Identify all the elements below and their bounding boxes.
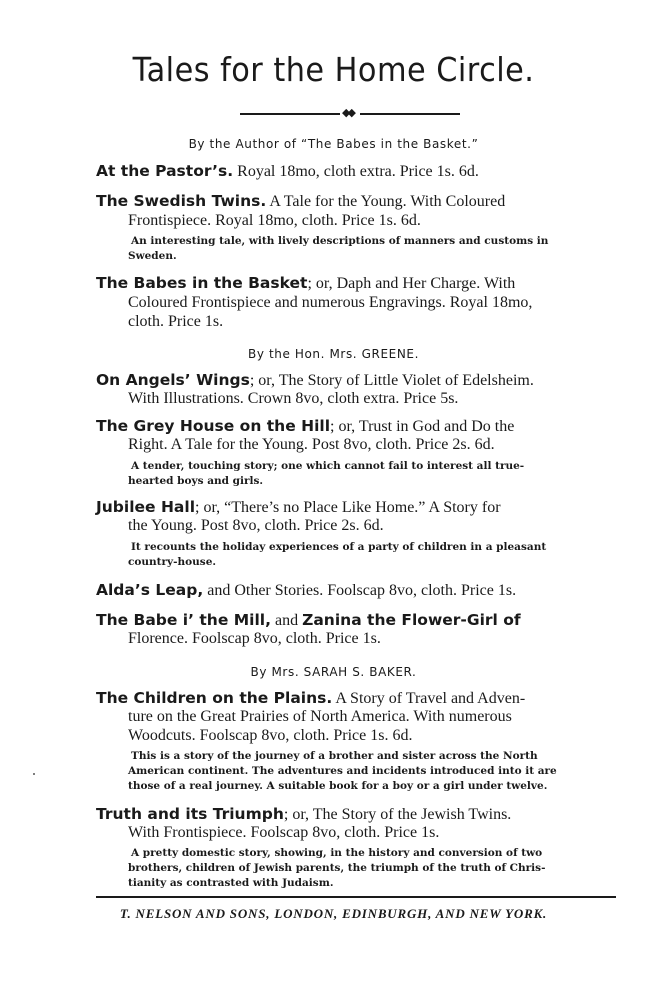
entry-details: ; or, Daph and Her Charge. With (307, 275, 516, 292)
footer-divider (96, 896, 616, 898)
entry-details: and Other Stories. Foolscap 8vo, cloth. Price 1s. (203, 582, 517, 599)
publisher-imprint: T. NELSON AND SONS, LONDON, EDINBURGH, AND NEW YORK. (119, 906, 548, 921)
entry-continuation: ture on the Great Prairies of North America. With numerous (128, 708, 512, 725)
entry-details: and (271, 612, 303, 629)
entry-details: A Tale for the Young. With Coloured (266, 193, 506, 210)
entry-continuation: Florence. Foolscap 8vo, cloth. Price 1s. (128, 630, 381, 647)
title-ornament (240, 106, 460, 119)
entry-continuation: Woodcuts. Foolscap 8vo, cloth. Price 1s. 6d. (128, 727, 413, 744)
entry-title: Alda’s Leap, (96, 581, 204, 599)
entry-details: ; or, The Story of the Jewish Twins. (283, 806, 512, 823)
section-header-author: By Mrs. SARAH S. BAKER. (250, 665, 417, 679)
entry-note: those of a real journey. A suitable book for a boy or a girl under twelve. (128, 780, 548, 792)
entry-title-line (96, 611, 521, 630)
entry-continuation: With Illustrations. Crown 8vo, cloth extra. Price 5s. (128, 390, 459, 407)
entry-title-line (96, 371, 534, 390)
entry-title: The Children on the Plains. (96, 689, 333, 707)
entry-title-line (96, 162, 479, 181)
entry-details: ; or, “There’s no Place Like Home.” A Story for (195, 499, 501, 516)
section-header-author: By the Author of “The Babes in the Basket.” (188, 137, 479, 151)
page-title: Tales for the Home Circle. (132, 50, 535, 89)
entry-continuation: Coloured Frontispiece and numerous Engravings. Royal 18mo, (128, 294, 533, 311)
entry-continuation: cloth. Price 1s. (128, 313, 224, 330)
entry-note: American continent. The adventures and incidents introduced into it are (128, 765, 557, 777)
entry-continuation: Right. A Tale for the Young. Post 8vo, cloth. Price 2s. 6d. (128, 436, 495, 453)
entry-title: On Angels’ Wings (96, 371, 250, 389)
entry-note: It recounts the holiday experiences of a party of children in a pleasant (131, 541, 547, 553)
entry-note: Sweden. (128, 250, 177, 262)
entry-note: A pretty domestic story, showing, in the history and conversion of two (131, 847, 543, 859)
entry-details: ; or, Trust in God and Do the (330, 418, 515, 435)
print-speck (33, 773, 35, 775)
entry-note: This is a story of the journey of a brother and sister across the North (131, 750, 538, 762)
entry-note: tianity as contrasted with Judaism. (128, 877, 334, 889)
entry-details: Royal 18mo, cloth extra. Price 1s. 6d. (233, 163, 479, 180)
entry-note: A tender, touching story; one which cannot fail to interest all true- (131, 460, 525, 472)
diamond-ornament-icon: ◆◆ (342, 106, 353, 119)
entry-note: An interesting tale, with lively descriptions of manners and customs in (131, 235, 549, 247)
entry-title-line (96, 417, 514, 436)
section-header-author: By the Hon. Mrs. GREENE. (248, 347, 419, 361)
entry-note: brothers, children of Jewish parents, the triumph of the truth of Chris- (128, 862, 546, 874)
entry-title-line (96, 274, 515, 293)
entry-note: hearted boys and girls. (128, 475, 264, 487)
entry-note: country-house. (128, 556, 217, 568)
entry-title-line (96, 689, 525, 708)
entry-continuation: Frontispiece. Royal 18mo, cloth. Price 1s. 6d. (128, 212, 421, 229)
entry-title-line (96, 805, 511, 824)
entry-title-second: Zanina the Flower-Girl of (302, 611, 521, 629)
entry-details: A Story of Travel and Adven- (332, 690, 526, 707)
entry-continuation: With Frontispiece. Foolscap 8vo, cloth. Price 1s. (128, 824, 440, 841)
entry-title-line (96, 581, 516, 600)
entry-title: Jubilee Hall (96, 498, 196, 516)
entry-continuation: the Young. Post 8vo, cloth. Price 2s. 6d. (128, 517, 384, 534)
ornament-rule-right (360, 113, 460, 115)
entry-title-line (96, 498, 501, 517)
entry-title-line (96, 192, 505, 211)
entry-title: The Babes in the Basket (96, 274, 308, 292)
ornament-rule-left (240, 113, 340, 115)
entry-title: At the Pastor’s. (96, 162, 234, 180)
entry-title: The Swedish Twins. (96, 192, 267, 210)
entry-title: The Babe i’ the Mill, (96, 611, 271, 629)
entry-title: Truth and its Triumph (96, 805, 284, 823)
entry-details: ; or, The Story of Little Violet of Edelsheim. (249, 372, 534, 389)
entry-title: The Grey House on the Hill (96, 417, 331, 435)
